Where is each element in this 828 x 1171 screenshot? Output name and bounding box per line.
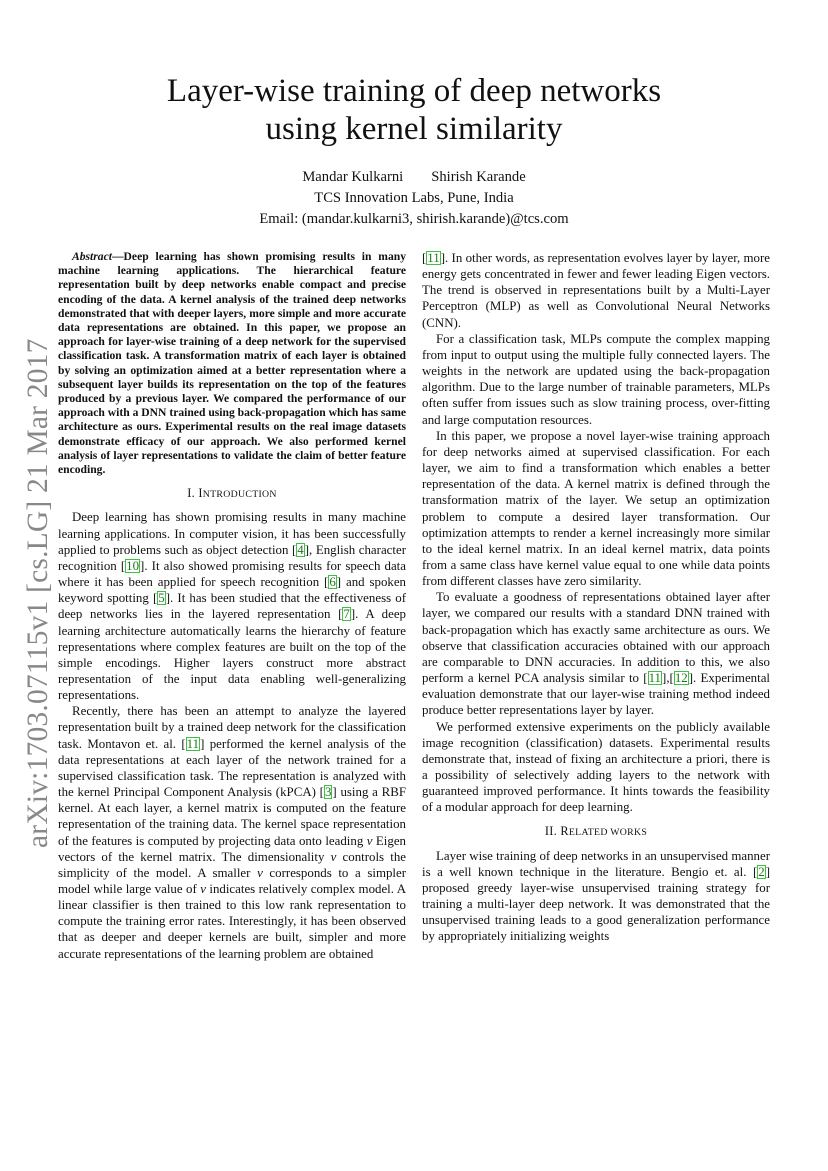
affiliation: TCS Innovation Labs, Pune, India <box>314 190 514 206</box>
section-number: II. <box>544 824 557 839</box>
intro-paragraph-2-continued: [11]. In other words, as representation evolves layer by layer, more energy gets concentrated in fewer and fewer leading Eigen vectors. The trend is observed in representations built by a Multi-Layer Perceptron (MLP) as well as Convolutional Neural Networks (CNN). <box>422 251 770 330</box>
intro-paragraph-2: Recently, there has been an attempt to analyze the layered representation built by a trained deep network for the classification task. Montavon et. al. [11] performed the kernel analysis of the data representations at each layer of the network trained for a supervised classification task. The representation is analyzed with the kernel Principal Component Analysis (kPCA) [3] using a RBF kernel. At each layer, a kernel matrix is computed on the feature representation of the training data. The kernel space representation of the features is computed by projecting data onto leading v Eigen vectors of the kernel matrix. The dimensionality v controls the simplicity of the model. A smaller v corresponds to a simpler model while large value of v indicates relatively complex model. A linear classifier is then trained to this low rank representation to compute the training error rates. Interestingly, it has been observed that as deeper and deeper kernels are built, simpler and more accurate representations of the learning problem are obtained <box>58 704 407 961</box>
author-names <box>0 167 828 188</box>
author-2: Shirish Karande <box>431 169 526 185</box>
arxiv-identifier-text: arXiv:1703.07115v1 [cs.LG] 21 Mar 2017 <box>22 338 54 848</box>
related-paragraph-1: Layer wise training of deep networks in an unsupervised manner is a well known technique in the literature. Bengio et. al. [2] proposed greedy layer-wise unsupervised training strategy for training a multi-layer deep network. It was demonstrated that the unsupervised training leads to a good generalization performance by appropriately initializing weights <box>422 848 770 944</box>
intro-paragraph-6: We performed extensive experiments on the publicly available image recognition (classification) datasets. Experimental results demonstrate that, instead of fixing an architecture a priori, there is a possibility of selectively adding layers to the network with guaranteed improved performance. It hints towards the feasibility of a modular approach for deep learning. <box>422 719 770 815</box>
abstract <box>58 250 406 477</box>
intro-paragraph-5: To evaluate a goodness of representations obtained layer after layer, we compared our results with a standard DNN trained with back-propagation which has exactly same architecture as ours. We observe that classification accuracies obtained with our approach are comparable to DNN accuracies. In addition to this, we also perform a kernel PCA analysis similar to [11],[12]. Experimental evaluation demonstrate that our layer-wise training method indeed produce better representations layer by layer. <box>422 590 770 718</box>
citation-link[interactable]: 11 <box>186 736 200 751</box>
section-heading-introduction <box>58 485 406 503</box>
citation-link[interactable]: 3 <box>324 785 332 800</box>
section-title-rest: NTRODUCTION <box>202 489 277 501</box>
citation-link[interactable]: 2 <box>758 864 765 879</box>
section-initial: I <box>198 486 203 501</box>
author-block <box>0 167 828 230</box>
paper-title <box>0 72 828 148</box>
email: Email: (mandar.kulkarni3, shirish.karande)@tcs.com <box>259 211 569 227</box>
citation-link[interactable]: 5 <box>158 591 165 606</box>
left-column <box>58 250 406 962</box>
citation-link[interactable]: 6 <box>329 575 336 590</box>
citation-link[interactable]: 12 <box>674 671 688 686</box>
intro-paragraph-3: For a classification task, MLPs compute the complex mapping from input to output using the multiple fully connected layers. The weights in the network are updated using the back-propagation algorithm. Due to the large number of trainable parameters, MLPs often suffer from issues such as slow training process, over-fitting and large computation resources. <box>422 331 770 427</box>
title-line-1: Layer-wise training of deep networks <box>166 73 662 109</box>
section-heading-related-works <box>422 823 770 841</box>
citation-link[interactable]: 11 <box>648 671 662 686</box>
citation-link[interactable]: 7 <box>343 607 350 622</box>
citation-link[interactable]: 10 <box>126 558 140 573</box>
section-initial: R <box>560 824 569 839</box>
intro-paragraph-4: In this paper, we propose a novel layer-wise training approach for deep networks aimed at supervised classification. For each layer, we aim to find a transformation which enables a better representation of the data. A kernel matrix is defined through the transformation matrix of the layer. We setup an optimization problem to compute a desired layer transformation. Our optimization attempts to render a kernel increasingly more similar to the ideal kernel matrix. In an ideal kernel matrix, data points from a same class have kernel value equal to one while data points from different classes have zero similarity. <box>422 428 770 589</box>
intro-paragraph-1: Deep learning has shown promising results in many machine learning applications. In computer vision, it has been successfully applied to problems such as object detection [4], English character recognition [10]. It also showed promising results for speech data where it has been applied for speech recognition [6] and spoken keyword spotting [5]. It has been studied that the effectiveness of deep networks lies in the layered representation [7]. A deep learning architecture automatically learns the hierarchy of feature representations where complex features are built on the top of the simple encodings. Higher layers construct more abstract representation of the input data enabling well-generalizing representations. <box>58 510 407 703</box>
section-number: I. <box>187 486 195 501</box>
abstract-text: —Deep learning has shown promising results in many machine learning applications. The hierarchical feature representation built by deep networks enable compact and precise encoding of the data. A kernel analysis of the trained deep networks demonstrated that with deeper layers, more simple and more accurate data representations are obtained. In this paper, we propose an approach for layer-wise training of a deep network for the supervised classification task. A transformation matrix of each layer is obtained by solving an optimization aimed at a better representation where a subsequent layer builds its representation on the top of the features produced by a previous layer. We compared the performance of our approach with a DNN trained using back-propagation which has same architecture as ours. Experimental results on the real image datasets demonstrate efficacy of our approach. We also performed kernel analysis of layer representations to validate the claim of better feature encoding. <box>58 250 406 477</box>
author-1: Mandar Kulkarni <box>302 169 404 185</box>
abstract-label: Abstract <box>72 250 112 263</box>
citation-link[interactable]: 4 <box>297 542 304 557</box>
citation-link[interactable]: 11 <box>427 251 440 265</box>
title-line-2: using kernel similarity <box>265 111 563 147</box>
right-column <box>422 250 770 945</box>
section-title-rest: ELATED WORKS <box>568 827 648 839</box>
